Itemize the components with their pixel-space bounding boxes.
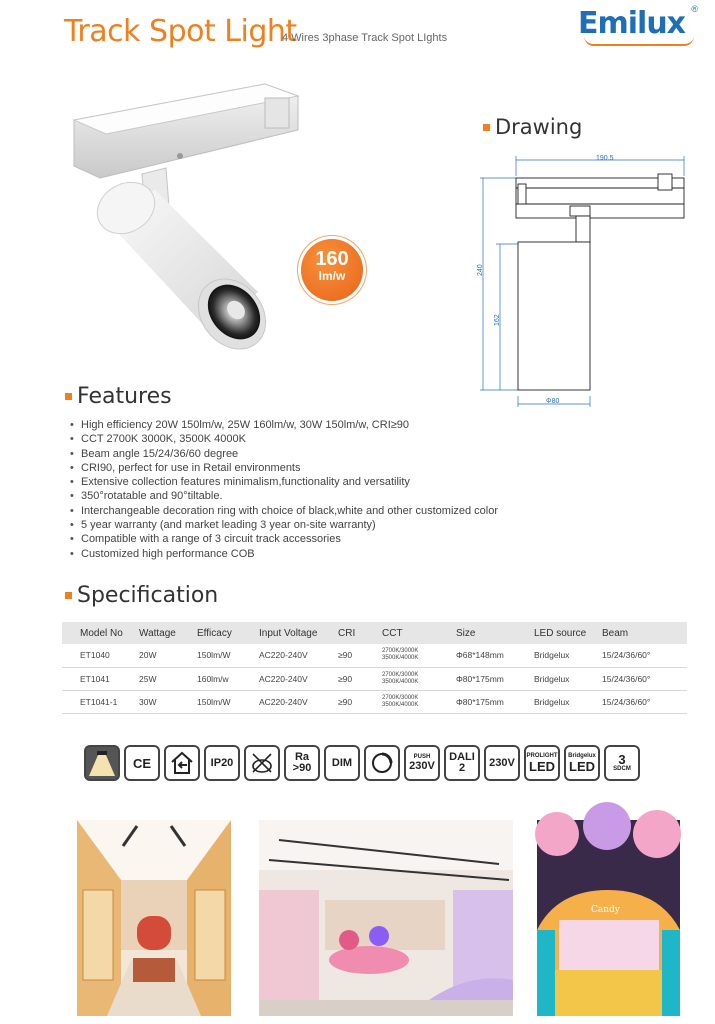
list-item: • CCT 2700K 3000K, 3500K 4000K [70,432,630,446]
cell-wattage: 25W [139,667,197,690]
cell-voltage: AC220-240V [259,667,338,690]
bridgelux-led-icon [564,745,600,781]
sdcm-icon [604,745,640,781]
table-row [62,690,687,713]
specification-heading [65,583,218,608]
cell-efficacy: 150lm/W [197,690,259,713]
push-dim-icon [404,745,440,781]
cell-size: Φ80*175mm [456,667,534,690]
cell-source: Bridgelux [534,644,602,667]
ce-label: CE [132,755,152,771]
cell-model: ET1041 [62,667,139,690]
cell-cct [382,667,456,690]
cell-cri: ≥90 [338,667,382,690]
table-row [62,644,687,667]
column-header: CCT [382,622,456,644]
ce-mark-icon [124,745,160,781]
cell-efficacy: 160lm/w [197,667,259,690]
ip20-icon [204,745,240,781]
svg-text:Candy: Candy [591,905,620,915]
cell-cct [382,690,456,713]
cell-model: ET1040 [62,644,139,667]
table-header-row [62,622,687,644]
prolight-led: LED [529,759,555,774]
cell-size: Φ68*148mm [456,644,534,667]
cell-cri: ≥90 [338,644,382,667]
efficacy-badge [301,239,363,301]
cct-line: 2700K/3000K [382,648,419,655]
sdcm-value: 3 [618,752,626,767]
heading-bullet-icon [65,592,72,599]
voltage-icon [484,745,520,781]
store-photo-1 [77,820,231,1016]
cct-line: 3500K/4000K [382,701,419,708]
column-header: Model No [62,622,139,644]
features-heading-label: Features [77,384,172,409]
ip-label: IP20 [210,756,234,769]
list-item: • Customized high performance COB [70,547,630,561]
column-header: Input Voltage [259,622,338,644]
column-header: Efficacy [197,622,259,644]
list-item: • Interchangeable decoration ring with choice of black,white and other customized color [70,504,630,518]
list-item: • CRI90, perfect for use in Retail environments [70,461,630,475]
cell-wattage: 30W [139,690,197,713]
list-item: • Compatible with a range of 3 circuit track accessories [70,532,630,546]
sdcm-label: SDCM [613,766,631,772]
drawing-heading [483,115,582,139]
product-image [60,70,310,360]
list-item: • High efficiency 20W 150lm/w, 25W 160lm/w, 30W 150lm/w, CRI≥90 [70,418,630,432]
column-header: Wattage [139,622,197,644]
efficacy-unit: lm/w [318,269,346,283]
dali-label: DALI [449,751,475,763]
cct-line: 3500K/4000K [382,678,419,685]
indoor-use-icon [164,745,200,781]
specification-table [62,622,687,714]
prolight-label: PROLIGHT [526,753,558,759]
ra-value: >90 [292,762,312,774]
list-item: • Beam angle 15/24/36/60 degree [70,447,630,461]
column-header: CRI [338,622,382,644]
voltage-label: 230V [489,756,515,769]
dim-body: 162 [494,314,501,326]
dim-width: 190.5 [596,155,614,162]
cell-cct [382,644,456,667]
cell-voltage: AC220-240V [259,690,338,713]
dim-diameter: Φ80 [546,398,560,405]
push-label: PUSH [413,754,431,760]
registered-mark: ® [691,4,698,14]
technical-drawing [478,154,693,409]
cell-efficacy: 150lm/W [197,644,259,667]
page-title: Track Spot Light [64,14,297,49]
efficacy-value: 160 [315,248,349,270]
dim-height: 240 [477,264,484,276]
specification-heading-label: Specification [77,583,219,608]
certification-icons [84,745,640,781]
cell-size: Φ80*175mm [456,690,534,713]
cell-source: Bridgelux [534,667,602,690]
cct-line: 2700K/3000K [382,671,419,678]
column-header: Size [456,622,534,644]
store-photo-2 [259,820,513,1016]
bridgelux-led: LED [569,759,595,774]
cell-beam: 15/24/36/60° [602,667,687,690]
cell-voltage: AC220-240V [259,644,338,667]
cell-beam: 15/24/36/60° [602,690,687,713]
page-subtitle: 4 Wires 3phase Track Spot LIghts [282,32,448,44]
column-header: LED source [534,622,602,644]
no-cover-insulation-icon [244,745,280,781]
cri-icon [284,745,320,781]
list-item: • 5 year warranty (and market leading 3 year on-site warranty) [70,518,630,532]
features-list [70,418,630,561]
dali-icon [444,745,480,781]
column-header: Beam [602,622,687,644]
dali-version: 2 [458,762,466,774]
brand-name: Emilux [578,6,686,41]
beam-light-icon [84,745,120,781]
push-voltage: 230V [409,760,435,772]
store-photo-3 [537,820,680,1016]
rotation-icon [364,745,400,781]
cell-source: Bridgelux [534,690,602,713]
brand-logo [578,4,698,48]
logo-swoosh-icon [584,36,694,46]
table-row [62,667,687,690]
features-heading [65,384,172,409]
cell-cri: ≥90 [338,690,382,713]
cell-model: ET1041-1 [62,690,139,713]
bridgelux-label: Bridgelux [568,753,596,759]
cell-wattage: 20W [139,644,197,667]
ra-label: Ra [294,751,310,763]
heading-bullet-icon [483,124,490,131]
list-item: • Extensive collection features minimalism,functionality and versatility [70,475,630,489]
cct-line: 2700K/3000K [382,694,419,701]
prolight-led-icon [524,745,560,781]
drawing-heading-label: Drawing [495,115,583,139]
heading-bullet-icon [65,393,72,400]
cell-beam: 15/24/36/60° [602,644,687,667]
list-item: • 350°rotatable and 90°tiltable. [70,489,630,503]
cct-line: 3500K/4000K [382,655,419,662]
dim-label: DIM [331,756,353,769]
dimmable-icon [324,745,360,781]
